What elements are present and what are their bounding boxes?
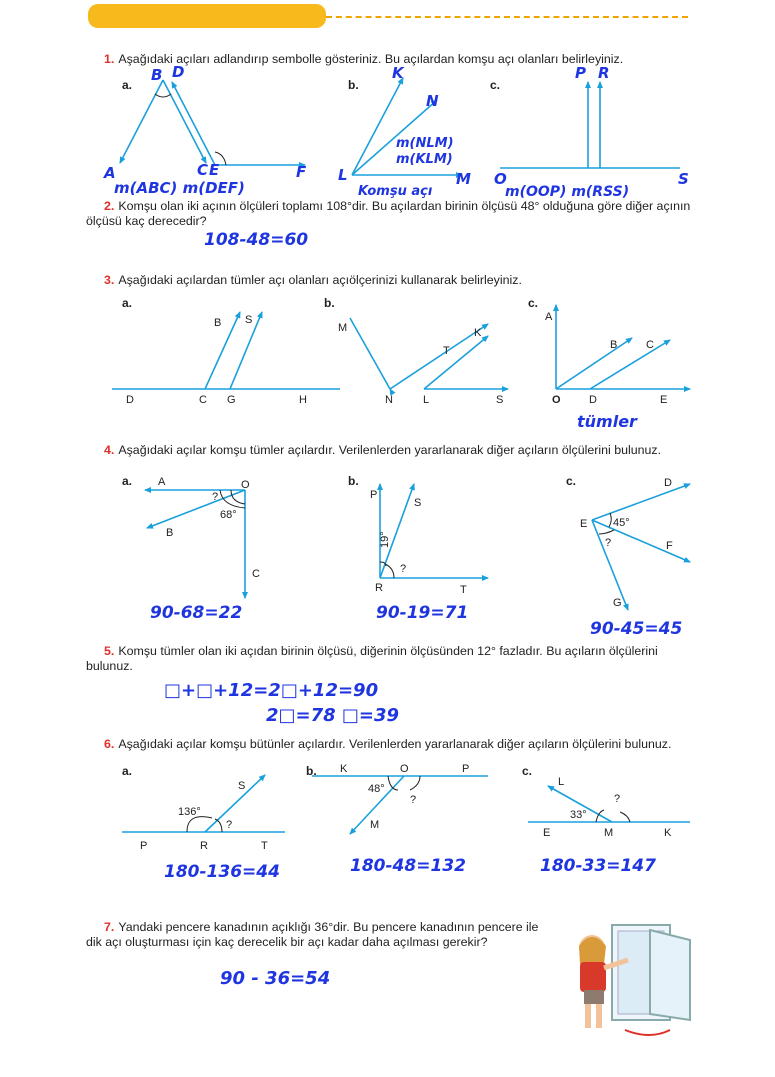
- q3-label-B2: B: [610, 339, 618, 351]
- q3-sub-b: b.: [324, 296, 335, 310]
- q1-label-S: S: [678, 170, 689, 188]
- q4-label-T: T: [460, 584, 467, 596]
- q1-label-N: N: [426, 92, 439, 110]
- q4-label-C: C: [252, 568, 260, 580]
- q6-sub-c: c.: [522, 764, 533, 778]
- hw-q1b3: Komşu açı: [358, 184, 433, 199]
- q4-label-R: R: [375, 582, 383, 594]
- q1-label-E: E: [209, 161, 220, 179]
- q3-sub-c: c.: [528, 296, 539, 310]
- q3-label-N: N: [385, 394, 393, 406]
- hw-q1b1: m(NLM): [396, 136, 454, 151]
- hw-q2: 108-48=60: [204, 230, 309, 250]
- hw-q6c: 180-33=147: [540, 856, 656, 876]
- q3-label-A: A: [545, 311, 553, 323]
- girl-window-illustration: [579, 925, 690, 1035]
- q4-label-q: ?: [212, 491, 219, 503]
- q3-label-K: K: [474, 327, 482, 339]
- q1-sub-c: c.: [490, 78, 501, 92]
- q1-label-A: A: [104, 164, 116, 182]
- q1-sub-b: b.: [348, 78, 359, 92]
- q3-label-O: O: [552, 394, 561, 406]
- hw-q7: 90 - 36=54: [220, 968, 331, 989]
- q4-label-G: G: [613, 597, 622, 609]
- q6-label-L: L: [558, 776, 565, 788]
- question-6: 6. Aşağıdaki açılar komşu bütünler açılardır. Verilenlerden yararlanarak diğer açıların ölçülerini bulunuz.: [104, 737, 672, 751]
- q3-label-B: B: [214, 317, 222, 329]
- q4-label-D: D: [664, 477, 672, 489]
- q4-label-19: 19°: [379, 531, 391, 548]
- question-5: 5. Komşu tümler olan iki açıdan birinin ölçüsü, diğerinin ölçüsünden 12° fazladır. Bu açıların ölçülerini bulunuz.: [86, 644, 658, 673]
- q6-label-S: S: [238, 780, 246, 792]
- q3-label-E: E: [660, 394, 668, 406]
- q4-label-q3: ?: [605, 537, 612, 549]
- q4-label-q2: ?: [400, 563, 407, 575]
- hw-q4a: 90-68=22: [150, 603, 243, 623]
- hw-q1a: m(ABC) m(DEF): [114, 179, 245, 197]
- q3-label-T: T: [443, 345, 450, 357]
- question-1: 1. Aşağıdaki açıları adlandırıp sembolle gösteriniz. Bu açılardan komşu açı olanları belirleyiniz.: [104, 52, 624, 66]
- q4-label-68: 68°: [220, 509, 237, 521]
- q6-label-R: R: [200, 840, 208, 852]
- q6-label-48: 48°: [368, 783, 385, 795]
- q6-label-q2: ?: [410, 794, 417, 806]
- q6-sub-b: b.: [306, 764, 317, 778]
- q6-label-K: K: [340, 763, 348, 775]
- q3-label-L: L: [423, 394, 430, 406]
- q6-label-T: T: [261, 840, 268, 852]
- q4-label-O: O: [241, 479, 250, 491]
- q6-sub-a: a.: [122, 764, 133, 778]
- q4-label-P: P: [370, 489, 378, 501]
- q3-label-S2: S: [496, 394, 504, 406]
- q6-label-M: M: [370, 819, 380, 831]
- hw-q4c: 90-45=45: [590, 619, 683, 639]
- q4-sub-a: a.: [122, 474, 133, 488]
- q3-label-S: S: [245, 314, 253, 326]
- q1-label-D: D: [172, 63, 185, 81]
- q1-label-L: L: [338, 166, 348, 184]
- q1-label-B: B: [151, 66, 163, 84]
- q3-label-C2: C: [646, 339, 654, 351]
- hw-q5b: 2□=78 □=39: [266, 705, 400, 726]
- q6-label-q: ?: [226, 819, 233, 831]
- q1-label-C: C: [197, 161, 209, 179]
- q1-label-P: P: [575, 64, 586, 82]
- q3-label-M: M: [338, 322, 348, 334]
- q3-label-H: H: [299, 394, 307, 406]
- q6-label-P: P: [140, 840, 148, 852]
- q6-label-E: E: [543, 827, 551, 839]
- hw-q4b: 90-19=71: [376, 603, 469, 623]
- q4-label-F: F: [666, 540, 673, 552]
- q4-sub-c: c.: [566, 474, 577, 488]
- hw-q1b2: m(KLM): [396, 152, 453, 167]
- q6-label-K2: K: [664, 827, 672, 839]
- q6-label-q3: ?: [614, 793, 621, 805]
- q4-label-E: E: [580, 518, 588, 530]
- question-3: 3. Aşağıdaki açılardan tümler açı olanları açıölçerinizi kullanarak belirleyiniz.: [104, 273, 522, 287]
- q3-label-D: D: [126, 394, 134, 406]
- q1-sub-a: a.: [122, 78, 133, 92]
- question-4: 4. Aşağıdaki açılar komşu tümler açılardır. Verilenlerden yararlanarak diğer açıların ölçülerini bulunuz.: [104, 443, 662, 457]
- q6-label-33: 33°: [570, 809, 587, 821]
- hw-q5a: □+□+12=2□+12=90: [164, 680, 379, 701]
- q1-label-O: O: [494, 170, 507, 188]
- hw-q6a: 180-136=44: [164, 862, 280, 882]
- q6-label-136: 136°: [178, 806, 201, 818]
- hw-q3: tümler: [577, 412, 637, 431]
- q4-label-45: 45°: [613, 517, 630, 529]
- q6-label-M2: M: [604, 827, 614, 839]
- hw-q1c: m(OOP) m(RSS): [505, 184, 630, 200]
- question-7: 7. Yandaki pencere kanadının açıklığı 36°dir. Bu pencere kanadının pencere ile dik açı oluşturması için kaç derecelik bir açı kadar daha açılması gerekir?: [86, 920, 539, 949]
- q4-label-A: A: [158, 476, 166, 488]
- q1-label-F: F: [296, 163, 307, 181]
- q3-label-C: C: [199, 394, 207, 406]
- q6-label-P2: P: [462, 763, 470, 775]
- q3-label-G: G: [227, 394, 236, 406]
- q3-label-D2: D: [589, 394, 597, 406]
- q4-sub-b: b.: [348, 474, 359, 488]
- q1-label-K: K: [392, 64, 404, 82]
- hw-q6b: 180-48=132: [350, 856, 466, 876]
- question-2: 2. Komşu olan iki açının ölçüleri toplamı 108°dir. Bu açılardan birinin ölçüsü 48° olduğuna göre diğer açının ölçüsü kaç derecedir?: [86, 199, 691, 228]
- q4-label-S: S: [414, 497, 422, 509]
- q1-label-R: R: [598, 64, 610, 82]
- q4-label-B: B: [166, 527, 174, 539]
- q3-sub-a: a.: [122, 296, 133, 310]
- q1-label-M: M: [456, 170, 471, 188]
- q6-label-O: O: [400, 763, 409, 775]
